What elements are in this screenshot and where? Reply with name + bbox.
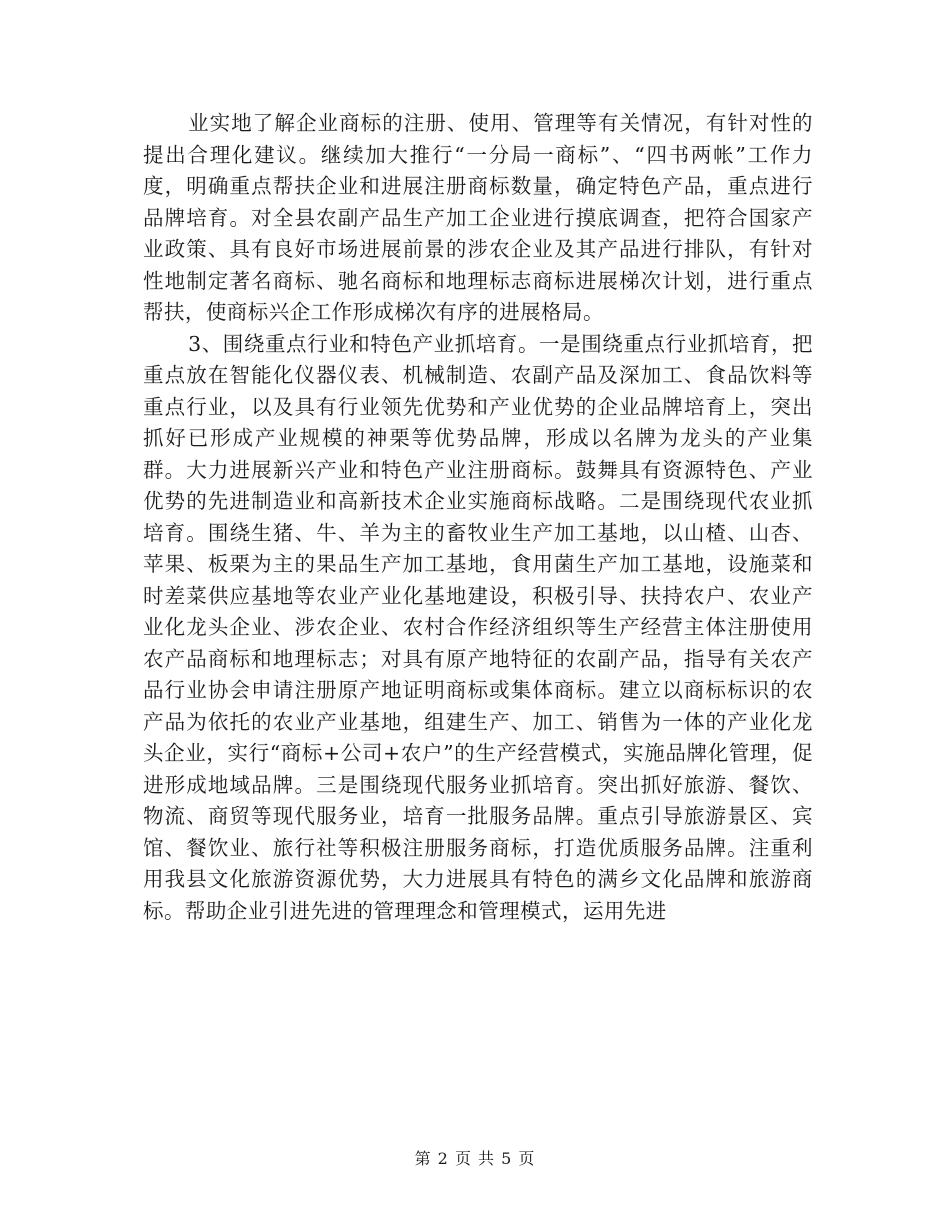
paragraph-2: 3、围绕重点行业和特色产业抓培育。一是围绕重点行业抓培育，把重点放在智能化仪器仪表、机械制造、农副产品及深加工、食品饮料等重点行业，以及具有行业领先优势和产业优势的企业品牌培育上，突出抓好已形成产业规模的神栗等优势品牌，形成以名牌为龙头的产业集群。大力进展新兴产业和特色产业注册商标。鼓舞具有资源特色、产业优势的先进制造业和高新技术企业实施商标战略。二是围绕现代农业抓培育。围绕生猪、牛、羊为主的畜牧业生产加工基地，以山楂、山杏、苹果、板栗为主的果品生产加工基地，食用菌生产加工基地，设施菜和时差菜供应基地等农业产业化基地建设，积极引导、扶持农户、农业产业化龙头企业、涉农企业、农村合作经济组织等生产经营主体注册使用农产品商标和地理标志；对具有原产地特征的农副产品，指导有关农产品行业协会申请注册原产地证明商标或集体商标。建立以商标标识的农产品为依托的农业产业基地，组建生产、加工、销售为一体的产业化龙头企业，实行“商标+公司+农户”的生产经营模式，实施品牌化管理，促进形成地域品牌。三是围绕现代服务业抓培育。突出抓好旅游、餐饮、物流、商贸等现代服务业，培育一批服务品牌。重点引导旅游景区、宾馆、餐饮业、旅行社等积极注册服务商标，打造优质服务品牌。注重利用我县文化旅游资源优势，大力进展具有特色的满乡文化品牌和旅游商标。帮助企业引进先进的管理理念和管理模式，运用先进 — [143, 331, 813, 923]
body-text — [143, 108, 813, 927]
paragraph-1: 业实地了解企业商标的注册、使用、管理等有关情况，有针对性的提出合理化建议。继续加大推行“一分局一商标”、“四书两帐”工作力度，明确重点帮扶企业和进展注册商标数量，确定特色产品，重点进行品牌培育。对全县农副产品生产加工企业进行摸底调查，把符合国家产业政策、具有良好市场进展前景的涉农企业及其产品进行排队，有针对性地制定著名商标、驰名商标和地理标志商标进展梯次计划，进行重点帮扶，使商标兴企工作形成梯次有序的进展格局。 — [143, 111, 813, 324]
page-footer: 第 2 页 共 5 页 — [414, 1149, 536, 1168]
